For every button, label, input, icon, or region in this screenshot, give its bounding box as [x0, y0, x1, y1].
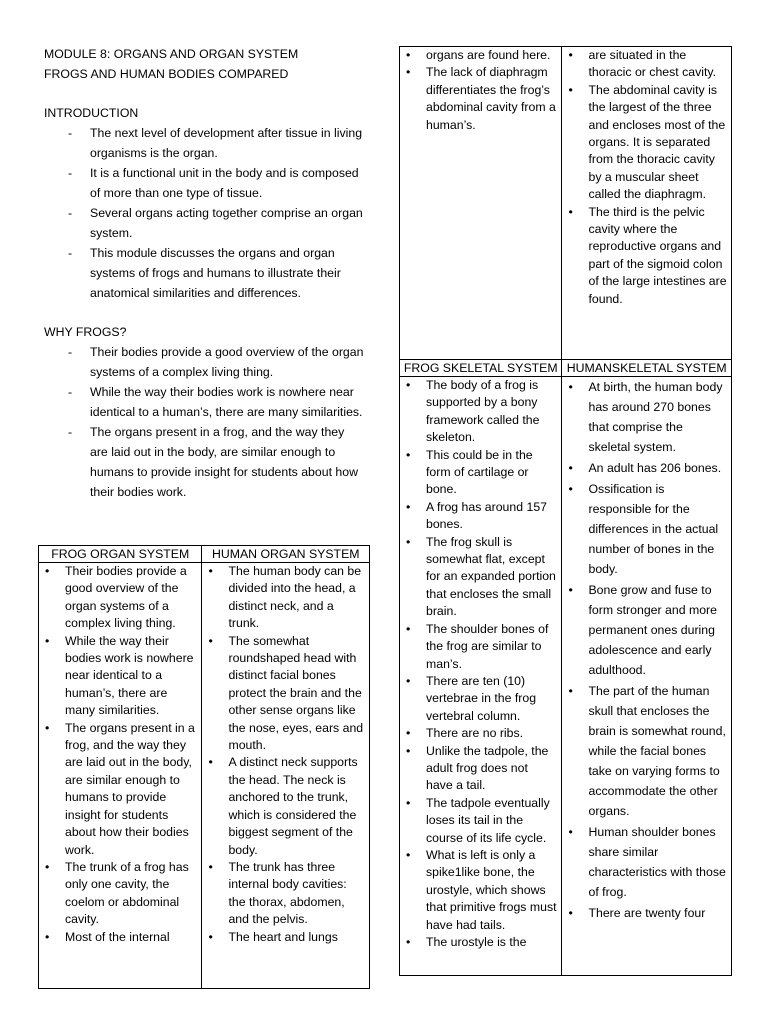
list-item: • At birth, the human body has around 270 bones that comprise the skeletal system. — [562, 377, 731, 457]
list-item: • The organs present in a frog, and the way they are laid out in the body, are similar enough to humans to provide insight for students about how their bodies work. — [39, 720, 201, 859]
list-item: • Ossification is responsible for the differences in the actual number of bones in the body. — [562, 479, 731, 579]
list-item: • The abdominal cavity is the largest of the three and encloses most of the organs. It is separated from the thoracic cavity by a muscular sheet called the diaphragm. — [562, 82, 731, 204]
list-item: • The frog skull is somewhat flat, except for an expanded portion that encloses the small brain. — [400, 534, 561, 621]
introduction-heading: INTRODUCTION — [44, 106, 139, 120]
list-item: - The next level of development after tissue in living organisms is the organ. — [44, 123, 364, 163]
list-item: • The shoulder bones of the frog are similar to man’s. — [400, 621, 561, 673]
list-item: • The human body can be divided into the head, a distinct neck, and a trunk. — [202, 563, 369, 633]
list-item: • What is left is only a spike1like bone, the urostyle, which shows that primitive frogs must have had tails. — [400, 847, 561, 934]
list-item: • The part of the human skull that encloses the brain is somewhat round, while the facial bones take on varying forms to accommodate the other organs. — [562, 681, 731, 821]
human-skeletal-header: HUMANSKELETAL SYSTEM — [562, 360, 732, 377]
list-item: - It is a functional unit in the body and is composed of more than one type of tissue. — [44, 163, 364, 203]
frog-skeletal-header: FROG SKELETAL SYSTEM — [400, 360, 562, 377]
list-item: • The trunk has three internal body cavities: the thorax, abdomen, and the pelvis. — [202, 859, 369, 929]
human-skeletal-cell — [562, 377, 731, 975]
continued-text: • organs are found here. — [400, 47, 561, 64]
frog-organ-continued-cell — [400, 47, 561, 359]
list-item: - This module discusses the organs and organ systems of frogs and humans to illustrate their anatomical similarities and differences. — [44, 243, 364, 303]
list-item: • The tadpole eventually loses its tail in the course of its life cycle. — [400, 795, 561, 847]
module-title: MODULE 8: ORGANS AND ORGAN SYSTEM — [44, 47, 299, 61]
list-item: • The lack of diaphragm differentiates the frog’s abdominal cavity from a human’s. — [400, 64, 561, 134]
list-item: • There are twenty four — [562, 903, 731, 923]
list-item: • The body of a frog is supported by a bony framework called the skeleton. — [400, 377, 561, 447]
list-item: - While the way their bodies work is nowhere near identical to a human’s, there are many similarities. — [44, 382, 364, 422]
frog-organ-cell — [39, 563, 201, 988]
list-item: • The urostyle is the — [400, 934, 561, 951]
organ-system-table — [38, 545, 370, 989]
list-item: • The heart and lungs — [202, 929, 369, 946]
why-frogs-heading: WHY FROGS? — [44, 325, 127, 339]
module-subtitle: FROGS AND HUMAN BODIES COMPARED — [44, 67, 289, 81]
list-item: • Most of the internal — [39, 929, 201, 946]
list-item: • A distinct neck supports the head. The neck is anchored to the trunk, which is considered the biggest segment of the body. — [202, 754, 369, 858]
list-item: • Their bodies provide a good overview of the organ systems of a complex living thing. — [39, 563, 201, 633]
left-column — [44, 44, 364, 502]
human-organ-header: HUMAN ORGAN SYSTEM — [202, 546, 370, 563]
human-organ-cell — [202, 563, 369, 988]
list-item: - Several organs acting together comprise an organ system. — [44, 203, 364, 243]
introduction-list — [44, 123, 364, 303]
list-item: • The trunk of a frog has only one cavity, the coelom or abdominal cavity. — [39, 859, 201, 929]
why-frogs-list — [44, 342, 364, 502]
frog-skeletal-cell — [400, 377, 561, 975]
continued-text: • are situated in the thoracic or chest cavity. — [562, 47, 731, 82]
list-item: • This could be in the form of cartilage or bone. — [400, 447, 561, 499]
list-item: • Unlike the tadpole, the adult frog does not have a tail. — [400, 743, 561, 795]
list-item: • While the way their bodies work is nowhere near identical to a human’s, there are many similarities. — [39, 633, 201, 720]
list-item: - The organs present in a frog, and the way they are laid out in the body, are similar enough to humans to provide insight for students about how their bodies work. — [44, 422, 364, 502]
list-item: • Bone grow and fuse to form stronger and more permanent ones during adolescence and early adulthood. — [562, 580, 731, 680]
list-item: • Human shoulder bones share similar characteristics with those of frog. — [562, 822, 731, 902]
right-column-table — [399, 46, 732, 976]
list-item: • A frog has around 157 bones. — [400, 499, 561, 534]
list-item: • There are ten (10) vertebrae in the frog vertebral column. — [400, 673, 561, 725]
list-item: • The somewhat roundshaped head with distinct facial bones protect the brain and the other sense organs like the nose, eyes, ears and mouth. — [202, 633, 369, 755]
list-item: • The third is the pelvic cavity where the reproductive organs and part of the sigmoid colon of the large intestines are found. — [562, 204, 731, 308]
frog-organ-header: FROG ORGAN SYSTEM — [39, 546, 202, 563]
list-item: - Their bodies provide a good overview of the organ systems of a complex living thing. — [44, 342, 364, 382]
list-item: • There are no ribs. — [400, 725, 561, 742]
human-organ-continued-cell — [562, 47, 731, 359]
list-item: • An adult has 206 bones. — [562, 458, 731, 478]
